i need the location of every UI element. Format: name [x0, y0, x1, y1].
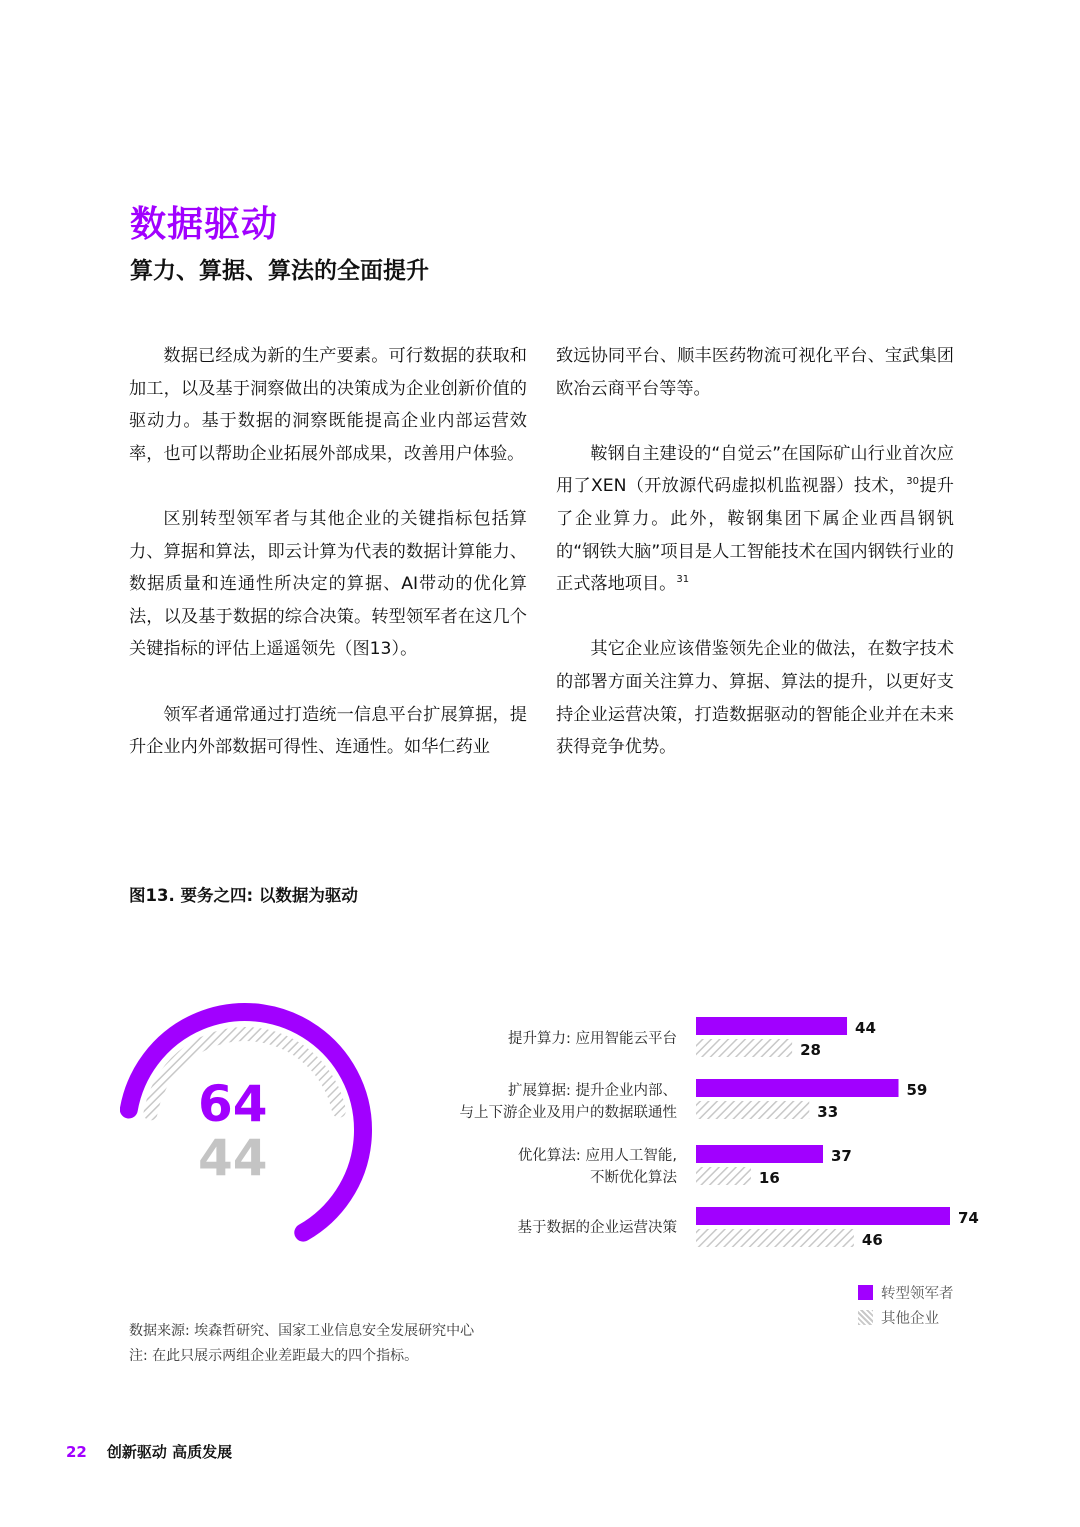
- paragraph-text: 提升了企业算力。此外，鞍钢集团下属企业西昌钢钒的“钢铁大脑”项目是人工智能技术在国内钢铁行业的正式落地项目。: [556, 476, 954, 595]
- page-subtitle: 算力、算据、算法的全面提升: [130, 258, 429, 284]
- bar-other: [696, 1229, 854, 1247]
- legend-swatch: [858, 1310, 873, 1325]
- footnote-ref: 31: [676, 574, 690, 586]
- legend-item-other: [858, 1307, 939, 1328]
- category-label-line: 扩展算据: 提升企业内部、: [508, 1083, 677, 1099]
- ring-value-other: 44: [198, 1129, 268, 1187]
- category-label: [508, 1028, 677, 1050]
- bar-leader: [696, 1145, 823, 1163]
- paragraph: 领军者通常通过打造统一信息平台扩展算据，提升企业内外部数据可得性、连通性。如华仁药业: [129, 704, 527, 758]
- paragraph: [556, 438, 954, 601]
- footer-text: 创新驱动 高质发展: [106, 1443, 233, 1461]
- bar-value-label: 44: [855, 1019, 876, 1037]
- figure-note: 注: 在此只展示两组企业差距最大的四个指标。: [129, 1348, 419, 1364]
- category-label-line: 基于数据的企业运营决策: [517, 1220, 677, 1236]
- legend-label: 转型领军者: [881, 1286, 954, 1302]
- page-footer: [66, 1441, 232, 1462]
- legend-label: 其他企业: [881, 1311, 939, 1327]
- bar-leader: [696, 1079, 899, 1097]
- bar-chart: [690, 1000, 1010, 1260]
- bar-other: [696, 1101, 809, 1119]
- category-label-line: 不断优化算法: [590, 1170, 677, 1186]
- paragraph: 致远协同平台、顺丰医药物流可视化平台、宝武集团欧冶云商平台等等。: [556, 346, 954, 399]
- category-label: [518, 1145, 677, 1189]
- paragraph: 其它企业应该借鉴领先企业的做法，在数字技术的部署方面关注算力、算据、算法的提升，以更好支持企业运营决策，打造数据驱动的智能企业并在未来获得竞争优势。: [556, 639, 954, 758]
- bar-leader: [696, 1207, 950, 1225]
- ring-value-leader: 64: [198, 1075, 268, 1133]
- text-column-left: [129, 340, 527, 796]
- footnote-ref: 30: [906, 476, 920, 488]
- bar-value-label: 28: [800, 1041, 821, 1059]
- figure-title: 图13. 要务之四: 以数据为驱动: [129, 886, 358, 905]
- legend-swatch: [858, 1285, 873, 1300]
- text-column-right: [556, 340, 954, 796]
- bar-value-label: 46: [861, 1231, 883, 1249]
- page-title: 数据驱动: [130, 204, 279, 245]
- bar-value-label: 59: [906, 1081, 928, 1099]
- bar-other: [696, 1039, 792, 1057]
- bar-value-label: 16: [758, 1169, 780, 1187]
- bar-value-label: 37: [831, 1147, 852, 1165]
- bar-value-label: 33: [817, 1103, 839, 1121]
- category-label-line: 提升算力: 应用智能云平台: [508, 1031, 677, 1047]
- bar-other: [696, 1167, 751, 1185]
- paragraph: 区别转型领军者与其他企业的关键指标包括算力、算据和算法，即云计算为代表的数据计算能力、数据质量和连通性所决定的算据、AI带动的优化算法，以及基于数据的综合决策。转型领军者在这几个关键指标的评估上遥遥领先（图13）。: [129, 508, 527, 660]
- legend-item-leader: [858, 1282, 954, 1303]
- category-label: [518, 1217, 678, 1239]
- category-label-line: 优化算法: 应用人工智能,: [517, 1148, 677, 1164]
- category-label: [460, 1080, 678, 1124]
- bar-leader: [696, 1017, 847, 1035]
- category-label-line: 与上下游企业及用户的数据联通性: [459, 1105, 677, 1121]
- paragraph-text: 鞍钢自主建设的“自觉云”在国际矿山行业首次应用了XEN（开放源代码虚拟机监视器）技术，: [556, 443, 954, 497]
- page-number: 22: [66, 1443, 87, 1461]
- data-source: 数据来源: 埃森哲研究、国家工业信息安全发展研究中心: [129, 1323, 475, 1339]
- paragraph: 数据已经成为新的生产要素。可行数据的获取和加工，以及基于洞察做出的决策成为企业创新价值的驱动力。基于数据的洞察既能提高企业内部运营效率，也可以帮助企业拓展外部成果，改善用户体验。: [129, 346, 527, 464]
- bar-value-label: 74: [958, 1209, 979, 1227]
